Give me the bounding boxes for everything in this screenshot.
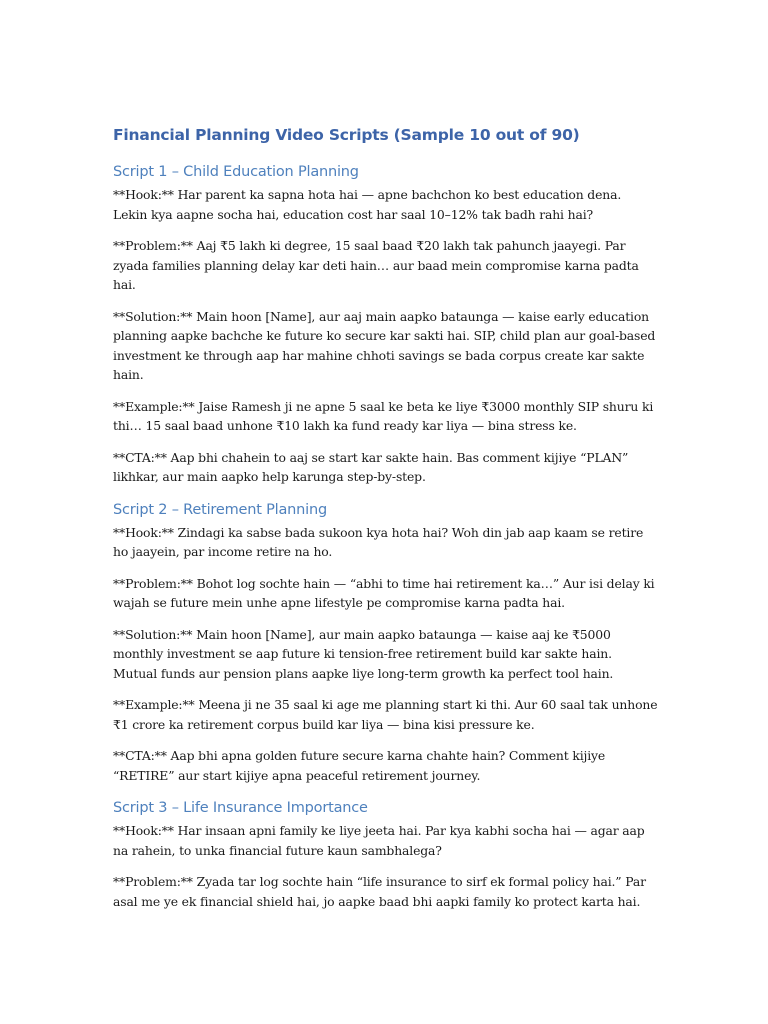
script-hook: **Hook:** Har insaan apni family ke liye jeeta hai. Par kya kabhi socha hai — agar aap na rahein, to unka financial future kaun sambhalega? (113, 823, 645, 858)
script-section-3 (113, 798, 658, 911)
script-section-2 (113, 500, 658, 786)
script-problem: **Problem:** Aaj ₹5 lakh ki degree, 15 saal baad ₹20 lakh tak pahunch jaayegi. Par zyada families planning delay kar deti hain… aur baad mein compromise karna padta hai. (113, 238, 639, 292)
script-heading: Script 1 – Child Education Planning (113, 164, 359, 180)
script-hook: **Hook:** Har parent ka sapna hota hai — apne bachchon ko best education dena. Lekin kya aapne socha hai, education cost har saal 10–12% tak badh rahi hai? (113, 187, 622, 222)
script-problem: **Problem:** Bohot log sochte hain — “abhi to time hai retirement ka…” Aur isi delay ki wajah se future mein unhe apne lifestyle pe compromise karna padta hai. (113, 575, 655, 610)
document-title: Financial Planning Video Scripts (Sample 10 out of 90) (113, 126, 580, 144)
script-problem: **Problem:** Zyada tar log sochte hain “life insurance to sirf ek formal policy hai.” Par asal me ye ek financial shield hai, jo aapke baad bhi aapki family ko protect karta hai. (113, 874, 646, 909)
script-cta: **CTA:** Aap bhi apna golden future secure karna chahte hain? Comment kijiye “RETIRE” aur start kijiye apna peaceful retirement journey. (113, 748, 606, 783)
script-heading: Script 3 – Life Insurance Importance (113, 800, 368, 816)
script-example: **Example:** Jaise Ramesh ji ne apne 5 saal ke beta ke liye ₹3000 monthly SIP shuru ki thi… 15 saal baad unhone ₹10 lakh ka fund ready kar liya — bina stress ke. (113, 398, 654, 433)
script-cta: **CTA:** Aap bhi chahein to aaj se start kar sakte hain. Bas comment kijiye “PLAN” likhkar, aur main aapko help karunga step-by-step. (113, 449, 629, 484)
script-section-1 (113, 162, 658, 487)
script-hook: **Hook:** Zindagi ka sabse bada sukoon kya hota hai? Woh din jab aap kaam se retire ho jaayein, par income retire na ho. (113, 524, 644, 559)
script-example: **Example:** Meena ji ne 35 saal ki age me planning start ki thi. Aur 60 saal tak unhone ₹1 crore ka retirement corpus build kar liya — bina kisi pressure ke. (113, 697, 658, 732)
script-solution: **Solution:** Main hoon [Name], aur aaj main aapko bataunga — kaise early education planning aapke bachche ke future ko secure kar sakti hai. SIP, child plan aur goal-based investment ke through aap har mahine chhoti savings se bada corpus create kar sakte hain. (113, 308, 656, 382)
document-page (113, 124, 658, 924)
script-heading: Script 2 – Retirement Planning (113, 501, 327, 518)
script-solution: **Solution:** Main hoon [Name], aur main aapko bataunga — kaise aaj ke ₹5000 monthly investment se aap future ki tension-free retirement build kar sakte hain. Mutual funds aur pension plans aapke liye long-term growth ka perfect tool hain. (113, 626, 614, 681)
